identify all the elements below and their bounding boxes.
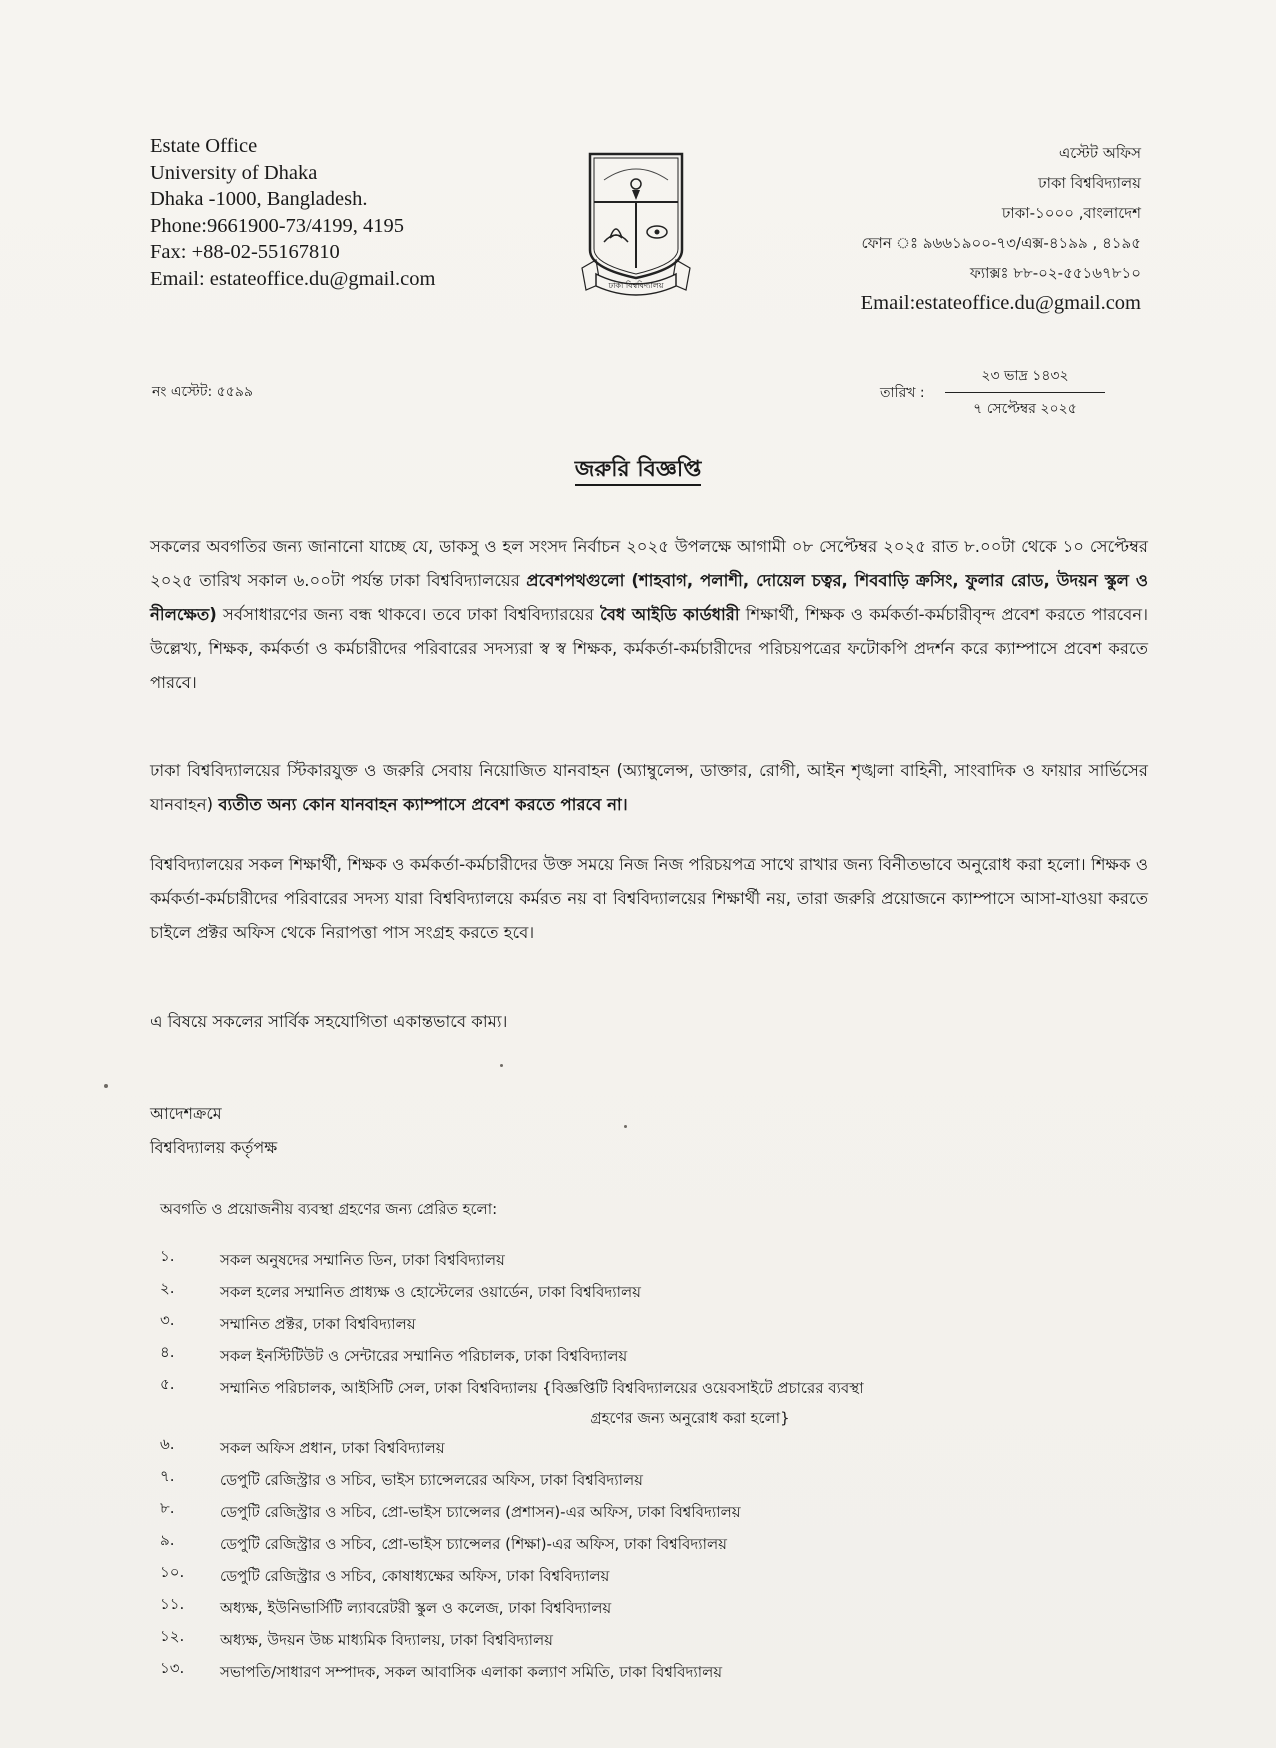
- letterhead-english-line: University of Dhaka: [150, 161, 318, 184]
- paragraph-2-text: ঢাকা বিশ্ববিদ্যালয়ের স্টিকারযুক্ত ও জরুরি সেবায় নিয়োজিত যানবাহন (অ্যাম্বুলেন্স, ডাক্তার, রোগী, আইন শৃঙ্খলা বাহিনী, সাংবাদিক ও ফায়ার সার্ভিসের যানবাহন): [150, 761, 1148, 814]
- letterhead-english: [150, 133, 435, 292]
- list-item-number: ৪.: [160, 1343, 175, 1361]
- paragraph-2: [150, 754, 1148, 822]
- date-english: ৭ সেপ্টেম্বর ২০২৫: [973, 401, 1077, 417]
- list-item-text: অধ্যক্ষ, উদয়ন উচ্চ মাধ্যমিক বিদ্যালয়, ঢাকা বিশ্ববিদ্যালয়: [220, 1631, 554, 1649]
- list-item-text: অধ্যক্ষ, ইউনিভার্সিটি ল্যাবরেটরী স্কুল ও কলেজ, ঢাকা বিশ্ববিদ্যালয়: [220, 1599, 612, 1617]
- letterhead-bangla-line: ঢাকা-১০০০ ,বাংলাদেশ: [1001, 204, 1141, 222]
- notice-title-text: জরুরি বিজ্ঞপ্তি: [575, 457, 702, 486]
- list-item: [160, 1277, 1160, 1309]
- list-item-text: সকল ইনস্টিটিউট ও সেন্টারের সম্মানিত পরিচালক, ঢাকা বিশ্ববিদ্যালয়: [220, 1347, 628, 1365]
- list-item: [160, 1529, 1160, 1561]
- signature-line-1: আদেশক্রমে: [150, 1104, 222, 1123]
- list-item: [160, 1341, 1160, 1373]
- list-item-number: ৫.: [160, 1375, 175, 1393]
- paragraph-1-bold-entry-points: প্রবেশপথগুলো (শাহবাগ, পলাশী, দোয়েল চত্বর, শিববাড়ি ক্রসিং, ফুলার রোড, উদয়ন স্কুল ও নীলক্ষেত): [150, 571, 1148, 624]
- list-item: [160, 1465, 1160, 1497]
- list-item: [160, 1245, 1160, 1277]
- list-item: [160, 1593, 1160, 1625]
- list-item-number: ১.: [160, 1247, 175, 1265]
- list-item-number: ২.: [160, 1279, 175, 1297]
- list-item-text: সকল অফিস প্রধান, ঢাকা বিশ্ববিদ্যালয়: [220, 1439, 445, 1457]
- list-item-number: ১৩.: [160, 1659, 185, 1677]
- list-item: [160, 1625, 1160, 1657]
- letterhead-bangla-line: ফোন ঃ ৯৬৬১৯০০-৭৩/এক্স-৪১৯৯ , ৪১৯৫: [861, 234, 1141, 252]
- logo-ribbon-text: ঢাকা বিশ্ববিদ্যালয়: [608, 281, 664, 290]
- list-item-text-continuation: গ্রহণের জন্য অনুরোধ করা হলো}: [590, 1409, 790, 1427]
- list-item-number: ৯.: [160, 1531, 175, 1549]
- reference-number: নং এস্টেট: ৫৫৯৯: [152, 384, 253, 400]
- date-bangla: ২৩ ভাদ্র ১৪৩২: [945, 364, 1105, 393]
- letterhead-english-line: Dhaka -1000, Bangladesh.: [150, 188, 368, 210]
- date-label: তারিখ :: [880, 385, 925, 401]
- notice-title: [0, 452, 1276, 489]
- distribution-heading: অবগতি ও প্রয়োজনীয় ব্যবস্থা গ্রহণের জন্য প্রেরিত হলো:: [160, 1200, 498, 1218]
- letterhead-bangla-email: Email:estateoffice.du@gmail.com: [860, 292, 1141, 314]
- date-box: [945, 364, 1105, 421]
- letterhead-bangla: [861, 138, 1141, 318]
- paragraph-1-text: শিক্ষার্থী, শিক্ষক ও কর্মকর্তা-কর্মচারীবৃন্দ প্রবেশ করতে পারবেন। উল্লেখ্য, শিক্ষক, কর্মকর্তা ও কর্মচারীদের পরিবারের সদস্যরা স্ব স্ব শিক্ষক, কর্মকর্তা-কর্মচারীদের পরিচয়পত্রের ফটোকপি প্রদর্শন করে ক্যাম্পাসে প্রবেশ করতে পারবে।: [150, 605, 1149, 692]
- list-item-text: সম্মানিত প্রক্টর, ঢাকা বিশ্ববিদ্যালয়: [220, 1315, 416, 1333]
- distribution-list: [160, 1245, 1160, 1689]
- letterhead-english-line: Email: estateoffice.du@gmail.com: [150, 267, 436, 290]
- signature-block: [150, 1097, 277, 1165]
- paragraph-1: [150, 530, 1148, 700]
- list-item-text: সভাপতি/সাধারণ সম্পাদক, সকল আবাসিক এলাকা কল্যাণ সমিতি, ঢাকা বিশ্ববিদ্যালয়: [220, 1663, 723, 1681]
- list-item: [160, 1433, 1160, 1465]
- list-item-text: ডেপুটি রেজিস্ট্রার ও সচিব, প্রো-ভাইস চ্যান্সেলর (শিক্ষা)-এর অফিস, ঢাকা বিশ্ববিদ্যালয়: [220, 1535, 727, 1553]
- list-item-number: ১২.: [160, 1627, 185, 1645]
- list-item-number: ১০.: [160, 1563, 185, 1581]
- list-item: [160, 1561, 1160, 1593]
- list-item-number: ১১.: [160, 1595, 185, 1613]
- paragraph-3: বিশ্ববিদ্যালয়ের সকল শিক্ষার্থী, শিক্ষক ও কর্মকর্তা-কর্মচারীদের উক্ত সময়ে নিজ নিজ পরিচয়পত্র সাথে রাখার জন্য বিনীতভাবে অনুরোধ করা হলো। শিক্ষক ও কর্মকর্তা-কর্মচারীদের পরিবারের সদস্য যারা বিশ্ববিদ্যালয়ে কর্মরত নয় বা বিশ্ববিদ্যালয়ের শিক্ষার্থী নয়, তারা জরুরি প্রয়োজনে ক্যাম্পাসে আসা-যাওয়া করতে চাইলে প্রক্টর অফিস থেকে নিরাপত্তা পাস সংগ্রহ করতে হবে।: [150, 855, 1148, 942]
- paragraph-1-text: সর্বসাধারণের জন্য বন্ধ থাকবে। তবে ঢাকা বিশ্ববিদ্যারয়ের: [216, 605, 601, 624]
- university-logo-icon: [576, 150, 696, 300]
- list-item-text: ডেপুটি রেজিস্ট্রার ও সচিব, ভাইস চ্যান্সেলরের অফিস, ঢাকা বিশ্ববিদ্যালয়: [220, 1471, 643, 1489]
- list-item-text-line: সম্মানিত পরিচালক, আইসিটি সেল, ঢাকা বিশ্ববিদ্যালয় {বিজ্ঞপ্তিটি বিশ্ববিদ্যালয়ের ওয়েবসাইটে প্রচারের ব্যবস্থা: [220, 1379, 864, 1397]
- paragraph-4: এ বিষয়ে সকলের সার্বিক সহযোগিতা একান্তভাবে কাম্য।: [150, 1012, 508, 1031]
- letterhead-bangla-line: এস্টেট অফিস: [1058, 144, 1141, 162]
- list-item-number: ৮.: [160, 1499, 175, 1517]
- list-item-number: ৩.: [160, 1311, 175, 1329]
- letterhead-english-line: Fax: +88-02-55167810: [150, 241, 340, 263]
- letterhead-bangla-line: ঢাকা বিশ্ববিদ্যালয়: [1038, 174, 1141, 192]
- paper-speck: [500, 1064, 503, 1067]
- letterhead-english-line: Estate Office: [150, 135, 258, 157]
- list-item-text: ডেপুটি রেজিস্ট্রার ও সচিব, কোষাধ্যক্ষের অফিস, ঢাকা বিশ্ববিদ্যালয়: [220, 1567, 610, 1585]
- signature-line-2: বিশ্ববিদ্যালয় কর্তৃপক্ষ: [150, 1138, 278, 1157]
- list-item: [160, 1657, 1160, 1689]
- list-item: [160, 1309, 1160, 1341]
- letterhead-english-line: Phone:9661900-73/4199, 4195: [150, 214, 404, 237]
- paragraph-2-bold: ব্যতীত অন্য কোন যানবাহন ক্যাম্পাসে প্রবেশ করতে পারবে না।: [218, 795, 628, 814]
- list-item-text: [220, 1373, 1160, 1433]
- paper-speck: [104, 1084, 108, 1088]
- list-item: [160, 1373, 1160, 1433]
- list-item: [160, 1497, 1160, 1529]
- paragraph-1-bold-id-card: বৈধ আইডি কার্ডধারী: [600, 605, 740, 624]
- paragraph-1-text: সকলের অবগতির জন্য জানানো যাচ্ছে যে, ডাকসু ও হল সংসদ নির্বাচন ২০২৫ উপলক্ষে আগামী ০৮ সেপ্টেম্বর ২০২৫ রাত ৮.০০টা থেকে ১০ সেপ্টেম্বর ২০২৫ তারিখ সকাল ৬.০০টা পর্যন্ত ঢাকা বিশ্ববিদ্যালয়ের: [150, 537, 1148, 590]
- list-item-number: ৬.: [160, 1435, 175, 1453]
- letterhead-bangla-line: ফ্যাক্সঃ ৮৮-০২-৫৫১৬৭৮১০: [969, 264, 1141, 282]
- list-item-text: সকল অনুষদের সম্মানিত ডিন, ঢাকা বিশ্ববিদ্যালয়: [220, 1251, 505, 1269]
- list-item-text: ডেপুটি রেজিস্ট্রার ও সচিব, প্রো-ভাইস চ্যান্সেলর (প্রশাসন)-এর অফিস, ঢাকা বিশ্ববিদ্যালয়: [220, 1503, 741, 1521]
- paper-speck: [624, 1125, 627, 1128]
- list-item-number: ৭.: [160, 1467, 175, 1485]
- list-item-text: সকল হলের সম্মানিত প্রাধ্যক্ষ ও হোস্টেলের ওয়ার্ডেন, ঢাকা বিশ্ববিদ্যালয়: [220, 1283, 641, 1301]
